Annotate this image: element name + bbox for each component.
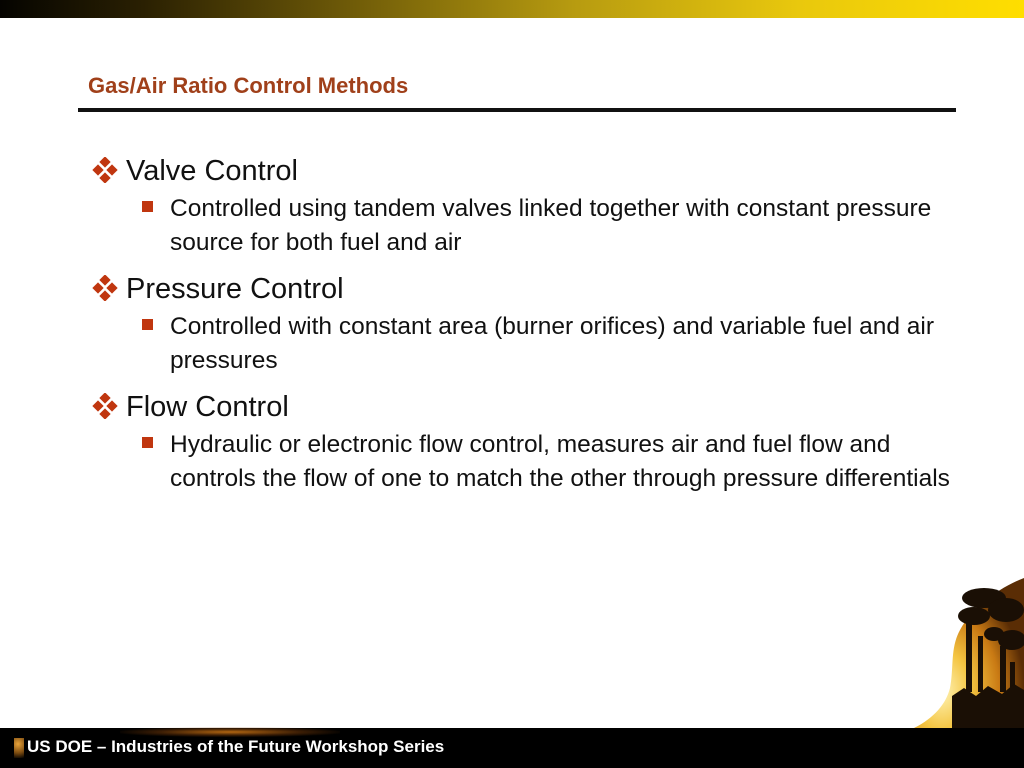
square-bullet-icon [142, 319, 153, 330]
title-divider [78, 108, 956, 112]
sub-bullet-item [170, 310, 960, 378]
square-bullet-icon [142, 437, 153, 448]
sub-bullet-text: Controlled with constant area (burner orifices) and variable fuel and air pressures [170, 313, 934, 374]
sub-bullet-item [170, 428, 960, 496]
square-bullet-icon [142, 201, 153, 212]
bullet-label: Pressure Control [126, 273, 344, 305]
diamond-bullet-icon [90, 393, 120, 419]
footer-logo-mark [14, 738, 24, 758]
diamond-bullet-icon [90, 275, 120, 301]
top-gradient-band [0, 0, 1024, 18]
bullet-item [90, 386, 960, 428]
sub-bullet-item [170, 192, 960, 260]
sub-bullet-text: Hydraulic or electronic flow control, measures air and fuel flow and controls the flow of one to match the other through pressure differentials [170, 431, 950, 492]
bullet-list [90, 150, 960, 504]
bullet-label: Valve Control [126, 155, 298, 187]
bullet-item [90, 268, 960, 310]
slide-title: Gas/Air Ratio Control Methods [88, 73, 409, 98]
bullet-item [90, 150, 960, 192]
sub-bullet-text: Controlled using tandem valves linked together with constant pressure source for both fuel and air [170, 195, 932, 256]
bullet-label: Flow Control [126, 391, 289, 423]
footer-text: US DOE – Industries of the Future Workshop Series [27, 737, 445, 756]
diamond-bullet-icon [90, 157, 120, 183]
footer-glow [120, 727, 340, 737]
factory-smokestack-image [914, 578, 1024, 728]
